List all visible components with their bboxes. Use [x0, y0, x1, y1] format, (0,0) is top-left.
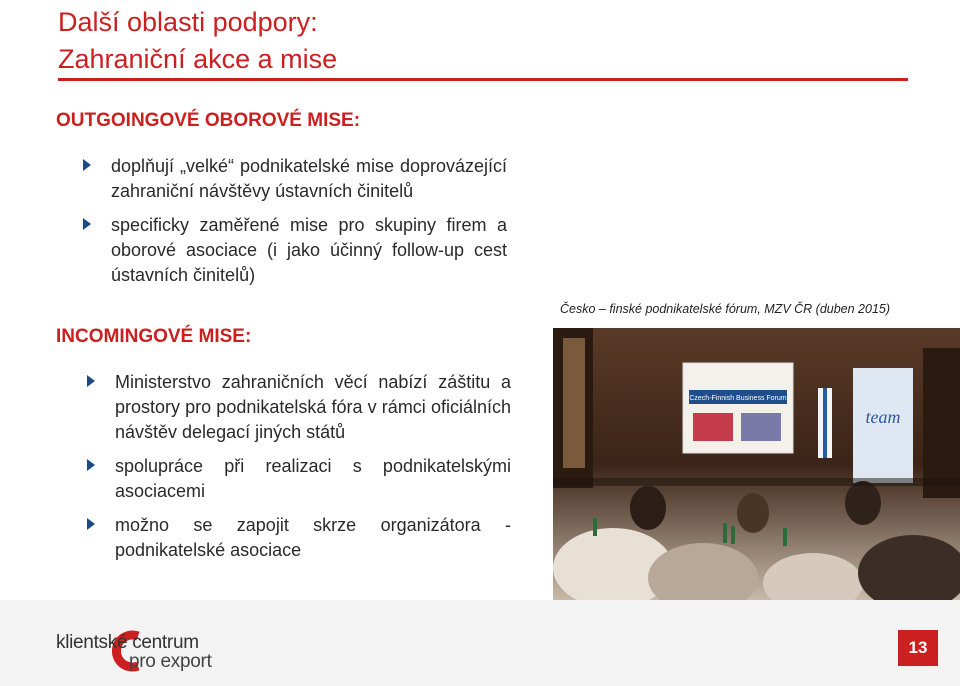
title-line-1: Další oblasti podpory:	[58, 7, 318, 37]
triangle-right-icon	[87, 518, 95, 530]
incoming-heading: INCOMINGOVÉ MISE:	[56, 326, 252, 347]
kce-logo	[56, 630, 236, 675]
photo-banner-text: team	[865, 407, 901, 427]
page-number: 13	[898, 630, 938, 666]
triangle-right-icon	[87, 375, 95, 387]
list-item-text: doplňují „velké“ podnikatelské mise doprovázející zahraniční návštěvy ústavních činitelů	[111, 156, 507, 201]
logo-line-2: pro export	[129, 651, 212, 672]
triangle-right-icon	[87, 459, 95, 471]
list-item	[83, 213, 507, 288]
list-item-text: spolupráce při realizaci s podnikatelskými asociacemi	[115, 456, 511, 501]
list-item	[87, 513, 511, 563]
photo-screen-text: Czech-Finnish Business Forum	[689, 395, 787, 402]
title-underline	[58, 78, 908, 81]
list-item	[87, 454, 511, 504]
list-item-text: specificky zaměřené mise pro skupiny firem a oborové asociace (i jako účinný follow-up cest ústavních činitelů)	[111, 215, 507, 285]
forum-photo	[553, 328, 960, 600]
list-item-text: Ministerstvo zahraničních věcí nabízí záštitu a prostory pro podnikatelská fóra v rámci oficiálních návštěv delegací jiných států	[115, 372, 511, 442]
outgoing-list	[83, 154, 507, 297]
triangle-right-icon	[83, 218, 91, 230]
slide-title	[58, 4, 337, 78]
triangle-right-icon	[83, 159, 91, 171]
photo-caption: Česko – finské podnikatelské fórum, MZV ČR (duben 2015)	[560, 302, 891, 316]
list-item	[83, 154, 507, 204]
incoming-list	[87, 370, 511, 572]
title-line-2: Zahraniční akce a mise	[58, 44, 338, 74]
list-item-text: možno se zapojit skrze organizátora - podnikatelské asociace	[115, 515, 511, 560]
logo-line-1: klientské centrum	[56, 632, 199, 653]
outgoing-heading: OUTGOINGOVÉ OBOROVÉ MISE:	[56, 110, 361, 131]
list-item	[87, 370, 511, 445]
